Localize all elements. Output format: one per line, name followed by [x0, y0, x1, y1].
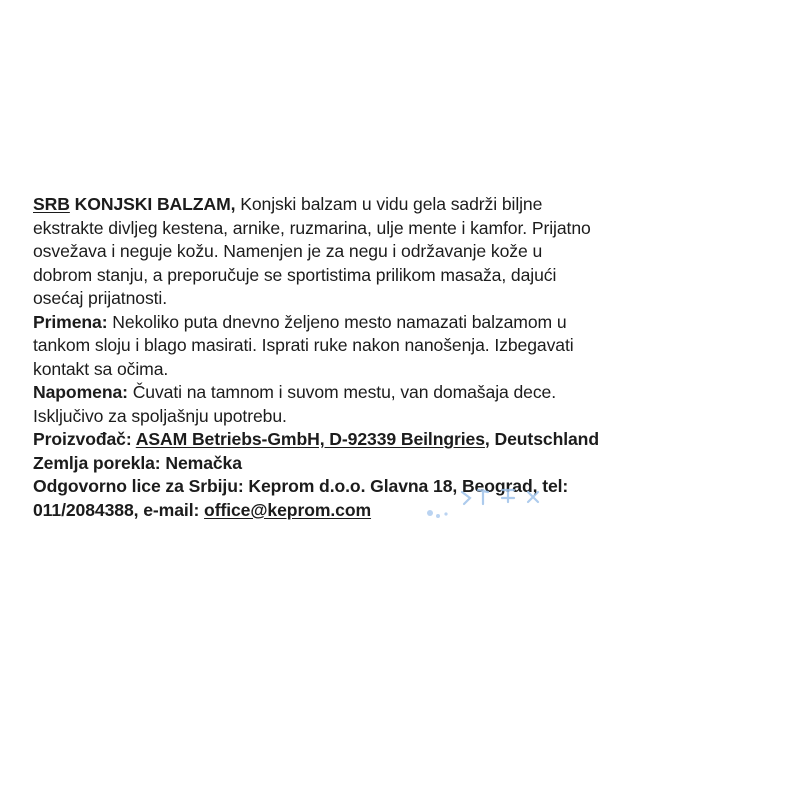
note-label: Napomena: [33, 382, 128, 402]
manufacturer-company: ASAM Betriebs-GmbH, D-92339 Beilngries [135, 429, 485, 449]
usage-label: Primena: [33, 311, 108, 332]
responsible-line-2 [33, 499, 783, 523]
origin-line: Zemlja porekla: Nemačka [33, 452, 242, 473]
responsible-phone-prefix: 011/2084388, e-mail: [33, 499, 205, 520]
usage-line-1 [33, 311, 783, 335]
responsible-line-1: Odgovorno lice za Srbiju: Keprom d.o.o. Glavna 18, Beograd, tel: [33, 476, 569, 496]
intro-line-2: ekstrakte divljeg kestena, arnike, ruzmarina, ulje mente i kamfor. Prijatno [33, 217, 591, 238]
product-name: KONJSKI BALZAM, [74, 194, 236, 214]
product-label-text [33, 193, 783, 522]
note-text-1: Čuvati na tamnom i suvom mestu, van domašaja dece. [127, 382, 557, 402]
usage-line-2: tankom sloju i blago masirati. Isprati ruke nakon nanošenja. Izbegavati [33, 335, 574, 355]
note-line-2: Isključivo za spoljašnju upotrebu. [33, 405, 287, 426]
language-tag: SRB [33, 194, 70, 214]
manufacturer-line [33, 428, 783, 452]
manufacturer-country: , Deutschland [484, 429, 599, 449]
usage-text-1: Nekoliko puta dnevno željeno mesto namazati balzamom u [107, 311, 567, 332]
usage-line-3: kontakt sa očima. [33, 358, 169, 379]
intro-text-1: Konjski balzam u vidu gela sadrži biljne [235, 194, 543, 214]
note-line-1 [33, 381, 783, 405]
manufacturer-label: Proizvođač: [33, 429, 132, 449]
email-link[interactable]: office@keprom.com [204, 499, 372, 520]
intro-line-5: osećaj prijatnosti. [33, 288, 168, 308]
intro-line-1 [33, 193, 783, 217]
intro-line-3: osvežava i neguje kožu. Namenjen je za negu i održavanje kože u [33, 241, 543, 261]
intro-line-4: dobrom stanju, a preporučuje se sportistima prilikom masaža, dajući [33, 264, 557, 285]
